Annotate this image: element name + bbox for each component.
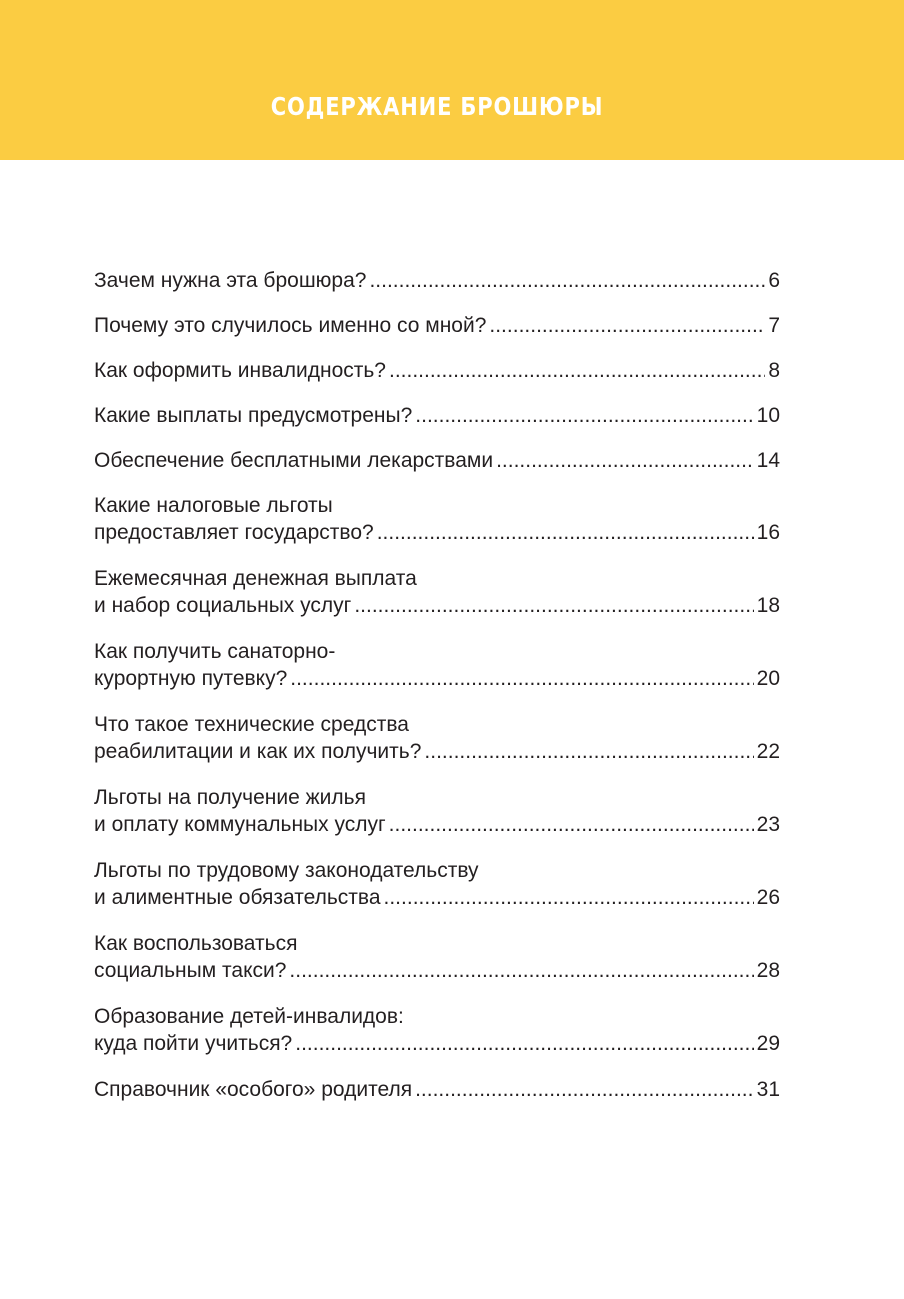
toc-entry-title: Что такое технические средства — [94, 713, 409, 736]
toc-page-number: 22 — [756, 740, 780, 763]
toc-entry — [94, 402, 780, 429]
toc-entry — [94, 267, 780, 294]
toc-entry-title: Льготы на получение жилья — [94, 786, 366, 809]
toc-page-number: 23 — [756, 813, 780, 836]
toc-page-number: 18 — [756, 594, 780, 617]
dot-leader — [496, 447, 754, 474]
toc-page-number: 29 — [756, 1032, 780, 1055]
dot-leader — [377, 519, 754, 546]
dot-leader — [489, 312, 765, 339]
dot-leader — [289, 957, 753, 984]
toc-page-number: 7 — [768, 314, 780, 337]
toc-page-number: 14 — [756, 449, 780, 472]
toc-entry — [94, 357, 780, 384]
toc-entry-title-cont: и оплату коммунальных услуг — [94, 813, 386, 836]
dot-leader — [389, 357, 765, 384]
dot-leader — [389, 811, 754, 838]
toc-entry-title-cont: предоставляет государство? — [94, 521, 374, 544]
toc-entry-title-cont: и алиментные обязательства — [94, 886, 381, 909]
toc-entry-title: Ежемесячная денежная выплата — [94, 567, 417, 590]
toc-entry — [94, 784, 780, 838]
toc-page-number: 16 — [756, 521, 780, 544]
toc-page-number: 8 — [768, 359, 780, 382]
toc-entry — [94, 1003, 780, 1057]
toc-entry-title-cont: и набор социальных услуг — [94, 594, 352, 617]
toc-entry — [94, 492, 780, 546]
table-of-contents — [94, 267, 780, 1103]
toc-entry-title: Как воспользоваться — [94, 932, 298, 955]
toc-entry — [94, 930, 780, 984]
toc-entry-title-cont: социальным такси? — [94, 959, 287, 982]
toc-page-number: 20 — [756, 667, 780, 690]
toc-entry-title-cont: куда пойти учиться? — [94, 1032, 293, 1055]
toc-page-number: 31 — [756, 1078, 780, 1101]
toc-entry — [94, 711, 780, 765]
dot-leader — [415, 402, 753, 429]
toc-entry — [94, 638, 780, 692]
toc-entry — [94, 1076, 780, 1103]
toc-entry — [94, 565, 780, 619]
header-banner — [0, 0, 904, 160]
toc-page-number: 28 — [756, 959, 780, 982]
toc-entry-title: Льготы по трудовому законодательству — [94, 859, 479, 882]
toc-entry-title: Почему это случилось именно со мной? — [94, 314, 487, 337]
toc-entry-title: Какие выплаты предусмотрены? — [94, 404, 413, 427]
dot-leader — [424, 738, 753, 765]
page-title: СОДЕРЖАНИЕ БРОШЮРЫ — [270, 92, 604, 121]
dot-leader — [295, 1030, 753, 1057]
toc-entry-title: Как оформить инвалидность? — [94, 359, 386, 382]
toc-entry-title: Справочник «особого» родителя — [94, 1078, 413, 1101]
dot-leader — [415, 1076, 754, 1103]
dot-leader — [354, 592, 753, 619]
toc-page-number: 26 — [756, 886, 780, 909]
toc-entry-title-cont: реабилитации и как их получить? — [94, 740, 422, 763]
toc-entry — [94, 857, 780, 911]
toc-entry-title: Как получить санаторно- — [94, 640, 336, 663]
toc-entry-title: Зачем нужна эта брошюра? — [94, 269, 367, 292]
toc-page-number: 10 — [756, 404, 780, 427]
dot-leader — [290, 665, 753, 692]
toc-entry-title: Какие налоговые льготы — [94, 494, 333, 517]
toc-entry-title: Образование детей-инвалидов: — [94, 1005, 404, 1028]
toc-entry — [94, 447, 780, 474]
toc-entry-title: Обеспечение бесплатными лекарствами — [94, 449, 494, 472]
dot-leader — [384, 884, 754, 911]
toc-entry-title-cont: курортную путевку? — [94, 667, 288, 690]
toc-page-number: 6 — [768, 269, 780, 292]
dot-leader — [369, 267, 765, 294]
toc-entry — [94, 312, 780, 339]
